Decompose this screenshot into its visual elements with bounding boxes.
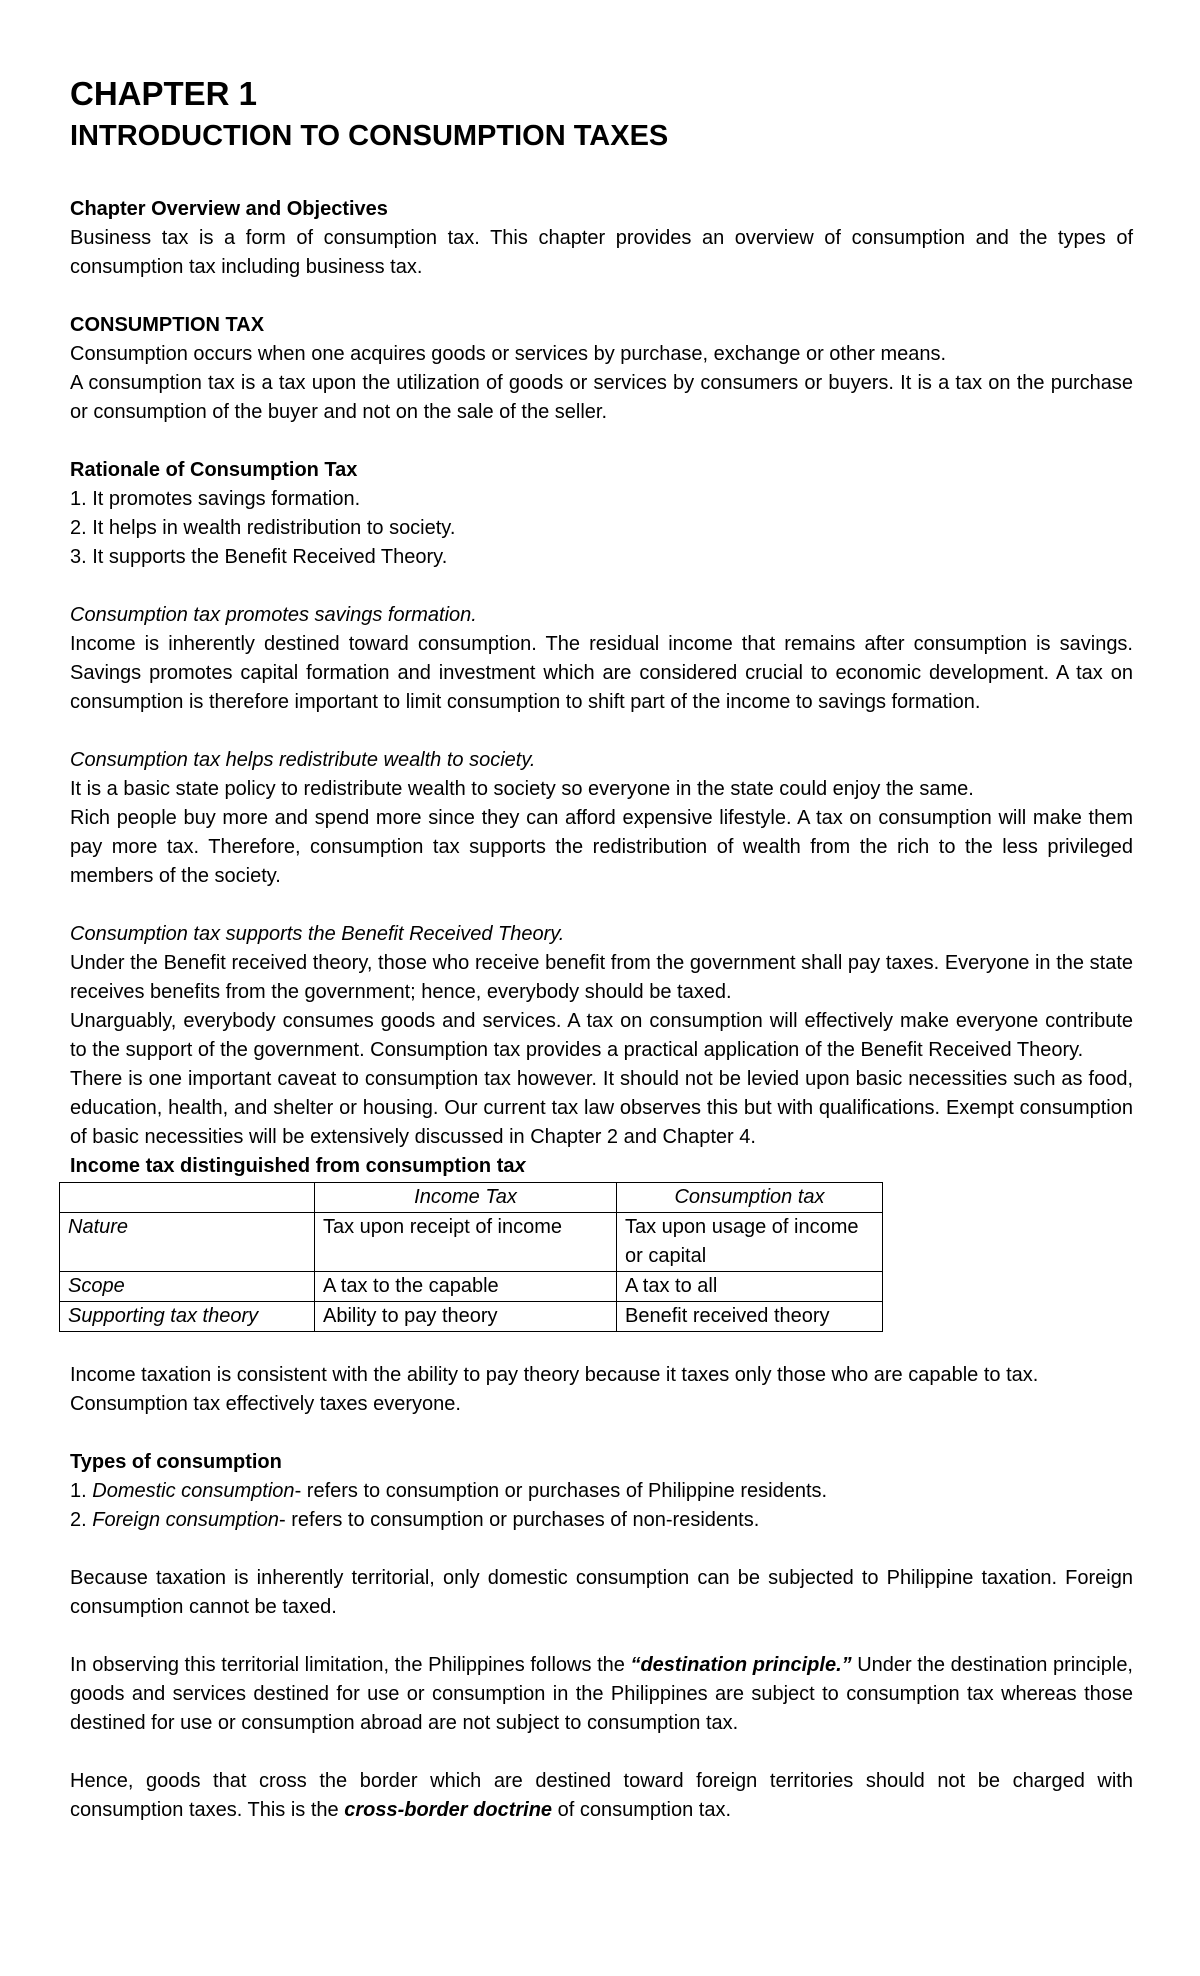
after-table-p2: Consumption tax effectively taxes everyone. — [70, 1393, 461, 1415]
consumption-tax-section — [70, 311, 1133, 427]
border-term: cross-border doctrine — [344, 1799, 553, 1821]
types-item-text: - refers to consumption or purchases of non-residents. — [279, 1509, 760, 1531]
caption-main: Income tax distinguished from consumption ta — [70, 1155, 515, 1177]
table-cell: A tax to the capable — [315, 1272, 617, 1302]
chapter-title: INTRODUCTION TO CONSUMPTION TAXES — [70, 120, 669, 152]
destination-pre: In observing this territorial limitation, the Philippines follows the — [70, 1654, 631, 1676]
overview-section — [70, 195, 1133, 282]
rationale-item: 2. It helps in wealth redistribution to society. — [70, 517, 456, 539]
table-header-income: Income Tax — [315, 1183, 617, 1213]
benefit-section — [70, 920, 1133, 1152]
types-item-text: - refers to consumption or purchases of Philippine residents. — [294, 1480, 828, 1502]
chapter-label: CHAPTER 1 — [70, 75, 258, 112]
redistribute-heading: Consumption tax helps redistribute wealth to society. — [70, 749, 536, 771]
benefit-p3: There is one important caveat to consumption tax however. It should not be levied upon basic necessities such as food, education, health, and shelter or housing. Our current tax law observes this but with qualifications. Exempt consumption of basic necessities will be extensively discussed in Chapter 2 and Chapter 4. — [70, 1068, 1133, 1148]
table-row — [60, 1272, 883, 1302]
border-section — [70, 1767, 1133, 1825]
table-row — [60, 1213, 883, 1272]
types-section — [70, 1448, 1133, 1535]
destination-text — [70, 1651, 1133, 1738]
table-cell: Tax upon receipt of income — [315, 1213, 617, 1272]
savings-text: Income is inherently destined toward consumption. The residual income that remains after consumption is savings. Savings promotes capital formation and investment which are considered crucial to economic development. A tax on consumption is therefore important to limit consumption to shift part of the income to savings formation. — [70, 633, 1133, 713]
table-cell: Ability to pay theory — [315, 1302, 617, 1332]
table-cell: A tax to all — [617, 1272, 883, 1302]
table-header-consumption: Consumption tax — [617, 1183, 883, 1213]
destination-term: “destination principle.” — [630, 1654, 852, 1676]
border-pre: Hence, goods that cross the border which are destined toward foreign territories should not be charged with consumption taxes. This is the — [70, 1770, 1133, 1821]
rationale-heading: Rationale of Consumption Tax — [70, 459, 358, 481]
benefit-p2: Unarguably, everybody consumes goods and services. A tax on consumption will effectively make everyone contribute to the support of the government. Consumption tax provides a practical application of the Benefit Received Theory. — [70, 1010, 1133, 1061]
types-item-term: Foreign consumption — [92, 1509, 280, 1531]
table-row-label: Supporting tax theory — [60, 1302, 315, 1332]
rationale-item: 3. It supports the Benefit Received Theory. — [70, 546, 448, 568]
rationale-section — [70, 456, 1133, 572]
overview-text: Business tax is a form of consumption tax. This chapter provides an overview of consumption and the types of consumption tax including business tax. — [70, 227, 1133, 278]
consumption-tax-p1: Consumption occurs when one acquires goods or services by purchase, exchange or other means. — [70, 343, 947, 365]
consumption-tax-heading: CONSUMPTION TAX — [70, 314, 265, 336]
destination-section — [70, 1651, 1133, 1738]
types-item — [70, 1477, 1133, 1506]
benefit-heading: Consumption tax supports the Benefit Received Theory. — [70, 923, 565, 945]
overview-heading: Chapter Overview and Objectives — [70, 198, 388, 220]
rationale-item: 1. It promotes savings formation. — [70, 488, 361, 510]
comparison-table — [59, 1182, 883, 1332]
table-cell: Benefit received theory — [617, 1302, 883, 1332]
table-row-label: Scope — [60, 1272, 315, 1302]
destination-post: Under the destination principle, goods and services destined for use or consumption in the Philippines are subject to consumption tax whereas those destined for use or consumption abroad are not subject to consumption tax. — [70, 1654, 1133, 1734]
after-table-p1: Income taxation is consistent with the ability to pay theory because it taxes only those who are capable to tax. — [70, 1364, 1039, 1386]
after-table-section — [70, 1361, 1133, 1419]
table-header-empty — [60, 1183, 315, 1213]
benefit-p1: Under the Benefit received theory, those who receive benefit from the government shall pay taxes. Everyone in the state receives benefits from the government; hence, everybody should be taxed. — [70, 952, 1133, 1003]
caption-end: x — [514, 1155, 526, 1177]
types-item-term: Domestic consumption — [92, 1480, 295, 1502]
savings-heading: Consumption tax promotes savings formation. — [70, 604, 477, 626]
border-post: of consumption tax. — [552, 1799, 732, 1821]
table-row — [60, 1302, 883, 1332]
types-heading: Types of consumption — [70, 1451, 282, 1473]
table-row-label: Nature — [60, 1213, 315, 1272]
table-cell-line: or capital — [625, 1245, 707, 1267]
consumption-tax-p2: A consumption tax is a tax upon the utilization of goods or services by consumers or buyers. It is a tax on the purchase or consumption of the buyer and not on the sale of the seller. — [70, 372, 1133, 423]
table-cell-line: Tax upon usage of income — [625, 1216, 859, 1238]
territorial-section — [70, 1564, 1133, 1622]
table-cell — [617, 1213, 883, 1272]
redistribute-p2: Rich people buy more and spend more since they can afford expensive lifestyle. A tax on consumption will make them pay more tax. Therefore, consumption tax supports the redistribution of wealth from the rich to the less privileged members of the society. — [70, 807, 1133, 887]
types-item — [70, 1506, 1133, 1535]
document-page — [70, 72, 1133, 1825]
types-item-number: 2. — [70, 1509, 93, 1531]
border-text — [70, 1767, 1133, 1825]
redistribute-section — [70, 746, 1133, 891]
types-item-number: 1. — [70, 1480, 93, 1502]
table-header-row — [60, 1183, 883, 1213]
territorial-text: Because taxation is inherently territorial, only domestic consumption can be subjected to Philippine taxation. Foreign consumption cannot be taxed. — [70, 1567, 1133, 1618]
savings-section — [70, 601, 1133, 717]
comparison-table-caption — [70, 1152, 1133, 1181]
redistribute-p1: It is a basic state policy to redistribute wealth to society so everyone in the state could enjoy the same. — [70, 778, 974, 800]
